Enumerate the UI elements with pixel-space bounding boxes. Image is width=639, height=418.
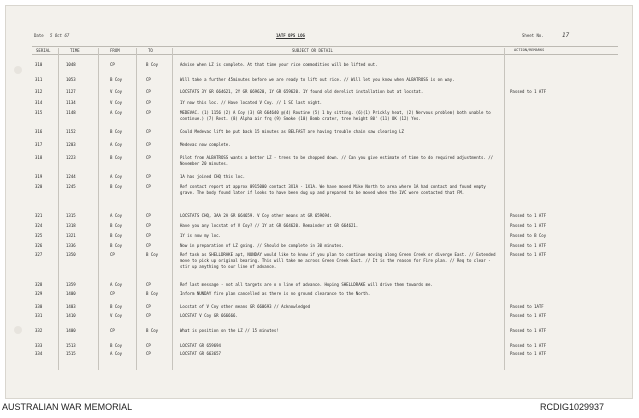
from-cell: B Coy bbox=[110, 129, 123, 134]
detail-cell: Now in preparation of LZ going. // Should be complete in 30 minutes. bbox=[180, 243, 344, 248]
detail-cell: LOCSTATS CHQ, 3AA 2A GR 664659. V Coy other means at GR 659694. bbox=[180, 213, 332, 218]
time-cell: 1321 bbox=[66, 233, 76, 238]
to-cell: CP bbox=[146, 174, 151, 179]
time-cell: 1223 bbox=[66, 155, 76, 160]
to-cell: CP bbox=[146, 77, 151, 82]
detail-cell: Ref contact report at approx 0915000 contact 3X1A - 1X1A. We have moved Mike North to area where 1A had contact and found empty grave. The body found later if looks to have been dug up and prepared to be moved when the 1VC were contacted that FM. bbox=[180, 184, 486, 195]
from-cell: A Coy bbox=[110, 351, 123, 356]
from-cell: CP bbox=[110, 252, 115, 257]
serial-cell: 325 bbox=[35, 233, 43, 238]
serial-cell: 332 bbox=[35, 328, 43, 333]
detail-cell: Pilot from ALBATROSS wants a better LZ - trees to be chopped down. // Can you give estimate of time to do required adjustments. // November 20 minutes. bbox=[180, 155, 494, 166]
from-cell: V Coy bbox=[110, 313, 123, 318]
detail-cell: MEDEVAC. (1) 1156 (2) A Coy (3) GR 664640 @(4) Routine (5) 1 by sitting. (6)(1) Prickly heat, (2) Nervous problem( both unable to continue.) (7) Rest. (8) Alpha air frq (9) Smoke (10) Bomb crater, tree height 80' (11) OK (12) Yes. bbox=[180, 110, 491, 121]
from-cell: A Coy bbox=[110, 174, 123, 179]
col-from: FROM bbox=[110, 48, 120, 53]
action-cell: Passed to 1 ATF bbox=[510, 252, 547, 257]
col-serial: SERIAL bbox=[36, 48, 51, 53]
to-cell: B Coy bbox=[146, 291, 159, 296]
serial-cell: 331 bbox=[35, 313, 43, 318]
serial-cell: 312 bbox=[35, 89, 43, 94]
serial-cell: 316 bbox=[35, 129, 43, 134]
from-cell: V Coy bbox=[110, 89, 123, 94]
col-action: ACTION/REMARKS bbox=[514, 48, 545, 52]
action-cell: Passed to 1 ATF bbox=[510, 343, 547, 348]
action-cell: Passed to 1 ATF bbox=[510, 89, 547, 94]
from-cell: A Coy bbox=[110, 282, 123, 287]
action-cell: Passed to B Coy bbox=[510, 233, 547, 238]
action-cell: Passed to 1 ATF bbox=[510, 328, 547, 333]
from-cell: B Coy bbox=[110, 304, 123, 309]
from-cell: CP bbox=[110, 291, 115, 296]
detail-cell: LOCSTAT GR 663657 bbox=[180, 351, 221, 356]
to-cell: CP bbox=[146, 213, 151, 218]
detail-cell: 1Y is now my loc. bbox=[180, 233, 221, 238]
detail-cell: What is position on the LZ // 15 minutes! bbox=[180, 328, 279, 333]
from-cell: A Coy bbox=[110, 142, 123, 147]
to-cell: CP bbox=[146, 184, 151, 189]
action-cell: Passed to 1 ATF bbox=[510, 223, 547, 228]
col-subject: SUBJECT OR DETAIL bbox=[292, 48, 333, 53]
time-cell: 1245 bbox=[66, 184, 76, 189]
date-value: 5 Oct 67 bbox=[50, 33, 70, 38]
col-divider bbox=[58, 48, 59, 370]
detail-cell: Will take a further 45minutes before we are ready to lift out rice. // Will let you know when ALBATROSS is on way. bbox=[180, 77, 455, 82]
col-divider bbox=[172, 48, 173, 370]
detail-cell: LOCSTATS 3Y GR 664621, 2Y GR 669620, 1Y GR 659620. 1Y found old derelict installation but at locstat. bbox=[180, 89, 424, 94]
from-cell: B Coy bbox=[110, 223, 123, 228]
time-cell: 1053 bbox=[66, 77, 76, 82]
sheet-label: Sheet No. bbox=[522, 33, 544, 38]
time-cell: 1127 bbox=[66, 89, 76, 94]
to-cell: CP bbox=[146, 282, 151, 287]
col-time: TIME bbox=[70, 48, 80, 53]
to-cell: CP bbox=[146, 142, 151, 147]
serial-cell: 334 bbox=[35, 351, 43, 356]
action-cell: Passed to 1ATF bbox=[510, 304, 544, 309]
serial-cell: 314 bbox=[35, 100, 43, 105]
serial-cell: 330 bbox=[35, 304, 43, 309]
col-divider bbox=[504, 48, 505, 370]
to-cell: B Coy bbox=[146, 328, 159, 333]
detail-cell: Could Medevac lift be put back 15 minutes as BELFAST are having trouble chain saw clearing LZ bbox=[180, 129, 404, 134]
serial-cell: 311 bbox=[35, 77, 43, 82]
to-cell: B Coy bbox=[146, 252, 159, 257]
detail-cell: LOCSTAT GR 659694 bbox=[180, 343, 221, 348]
to-cell: CP bbox=[146, 100, 151, 105]
time-cell: 1148 bbox=[66, 110, 76, 115]
serial-cell: 333 bbox=[35, 343, 43, 348]
date-label: Date bbox=[34, 33, 44, 38]
log-sheet bbox=[6, 6, 632, 398]
from-cell: B Coy bbox=[110, 155, 123, 160]
serial-cell: 324 bbox=[35, 223, 43, 228]
col-to: TO bbox=[148, 48, 153, 53]
to-cell: CP bbox=[146, 313, 151, 318]
serial-cell: 318 bbox=[35, 155, 43, 160]
time-cell: 1410 bbox=[66, 313, 76, 318]
from-cell: B Coy bbox=[110, 184, 123, 189]
header-top-rule bbox=[32, 46, 618, 47]
from-cell: CP bbox=[110, 62, 115, 67]
to-cell: CP bbox=[146, 233, 151, 238]
from-cell: B Coy bbox=[110, 233, 123, 238]
detail-cell: 1A has joined CHQ this loc. bbox=[180, 174, 246, 179]
time-cell: 1315 bbox=[66, 213, 76, 218]
serial-cell: 327 bbox=[35, 252, 43, 257]
time-cell: 1244 bbox=[66, 174, 76, 179]
serial-cell: 317 bbox=[35, 142, 43, 147]
serial-cell: 319 bbox=[35, 174, 43, 179]
detail-cell: Ref last message - not all targets are o n line of advance. Hoping SHELLDRAKE will drive them towards me. bbox=[180, 282, 433, 287]
detail-cell: Ref task as SHELLDRAKE apt, NUNDAY would like to know if you plan to continue moving along Green Creek or diverge East. // Extended move to pick up original bearing. This will take me across Green Creek East. // It is the reason for Fire plan. // Req to clear - stir up anything to our line of advance. bbox=[180, 252, 496, 269]
time-cell: 1400 bbox=[66, 291, 76, 296]
to-cell: CP bbox=[146, 155, 151, 160]
action-cell: Passed to 1 ATF bbox=[510, 243, 547, 248]
from-cell: V Coy bbox=[110, 100, 123, 105]
time-cell: 1400 bbox=[66, 328, 76, 333]
serial-cell: 328 bbox=[35, 282, 43, 287]
detail-cell: Locstat of V Coy other means GR 660693 // Acknowledged bbox=[180, 304, 311, 309]
col-divider bbox=[136, 48, 137, 370]
from-cell: CP bbox=[110, 328, 115, 333]
punch-hole bbox=[14, 326, 22, 334]
to-cell: CP bbox=[146, 110, 151, 115]
time-cell: 1513 bbox=[66, 343, 76, 348]
time-cell: 1203 bbox=[66, 142, 76, 147]
serial-cell: 321 bbox=[35, 213, 43, 218]
from-cell: B Coy bbox=[110, 243, 123, 248]
time-cell: 1048 bbox=[66, 62, 76, 67]
time-cell: 1152 bbox=[66, 129, 76, 134]
to-cell: CP bbox=[146, 304, 151, 309]
punch-hole bbox=[14, 66, 22, 74]
to-cell: CP bbox=[146, 223, 151, 228]
to-cell: CP bbox=[146, 243, 151, 248]
from-cell: B Coy bbox=[110, 77, 123, 82]
sheet-value: 17 bbox=[562, 32, 570, 39]
to-cell: CP bbox=[146, 129, 151, 134]
action-cell: Passed to 1 ATF bbox=[510, 351, 547, 356]
from-cell: B Coy bbox=[110, 343, 123, 348]
serial-cell: 320 bbox=[35, 184, 43, 189]
action-cell: Passed to 1 ATF bbox=[510, 213, 547, 218]
to-cell: B Coy bbox=[146, 62, 159, 67]
col-divider bbox=[98, 48, 99, 370]
serial-cell: 326 bbox=[35, 243, 43, 248]
to-cell: CP bbox=[146, 343, 151, 348]
to-cell: CP bbox=[146, 89, 151, 94]
serial-cell: 310 bbox=[35, 62, 43, 67]
serial-cell: 315 bbox=[35, 110, 43, 115]
time-cell: 1350 bbox=[66, 252, 76, 257]
detail-cell: Medevac now complete. bbox=[180, 142, 231, 147]
header-bottom-rule bbox=[32, 54, 618, 55]
serial-cell: 329 bbox=[35, 291, 43, 296]
footer-right: RCDIG1029937 bbox=[540, 402, 605, 412]
time-cell: 1403 bbox=[66, 304, 76, 309]
detail-cell: 1Y now this loc. // Have located V Coy. // 1 SC last night. bbox=[180, 100, 323, 105]
from-cell: A Coy bbox=[110, 213, 123, 218]
time-cell: 1318 bbox=[66, 223, 76, 228]
detail-cell: LOCSTAT V Coy GR 666666. bbox=[180, 313, 238, 318]
detail-cell: Advise when LZ is complete. At that time your rice commodities will be lifted out. bbox=[180, 62, 378, 67]
detail-cell: Have you any locstat of V Coy? // 1Y at GR 664620. Remainder at GR 664621. bbox=[180, 223, 359, 228]
to-cell: CP bbox=[146, 351, 151, 356]
detail-cell: Inform NUNDAY fire plan cancelled as there is no ground clearance to the North. bbox=[180, 291, 371, 296]
action-cell: Passed to 1 ATF bbox=[510, 313, 547, 318]
time-cell: 1336 bbox=[66, 243, 76, 248]
time-cell: 1134 bbox=[66, 100, 76, 105]
log-title: 1ATF OPS LOG bbox=[276, 33, 305, 38]
time-cell: 1515 bbox=[66, 351, 76, 356]
footer-left: AUSTRALIAN WAR MEMORIAL bbox=[2, 402, 133, 412]
time-cell: 1359 bbox=[66, 282, 76, 287]
from-cell: A Coy bbox=[110, 110, 123, 115]
